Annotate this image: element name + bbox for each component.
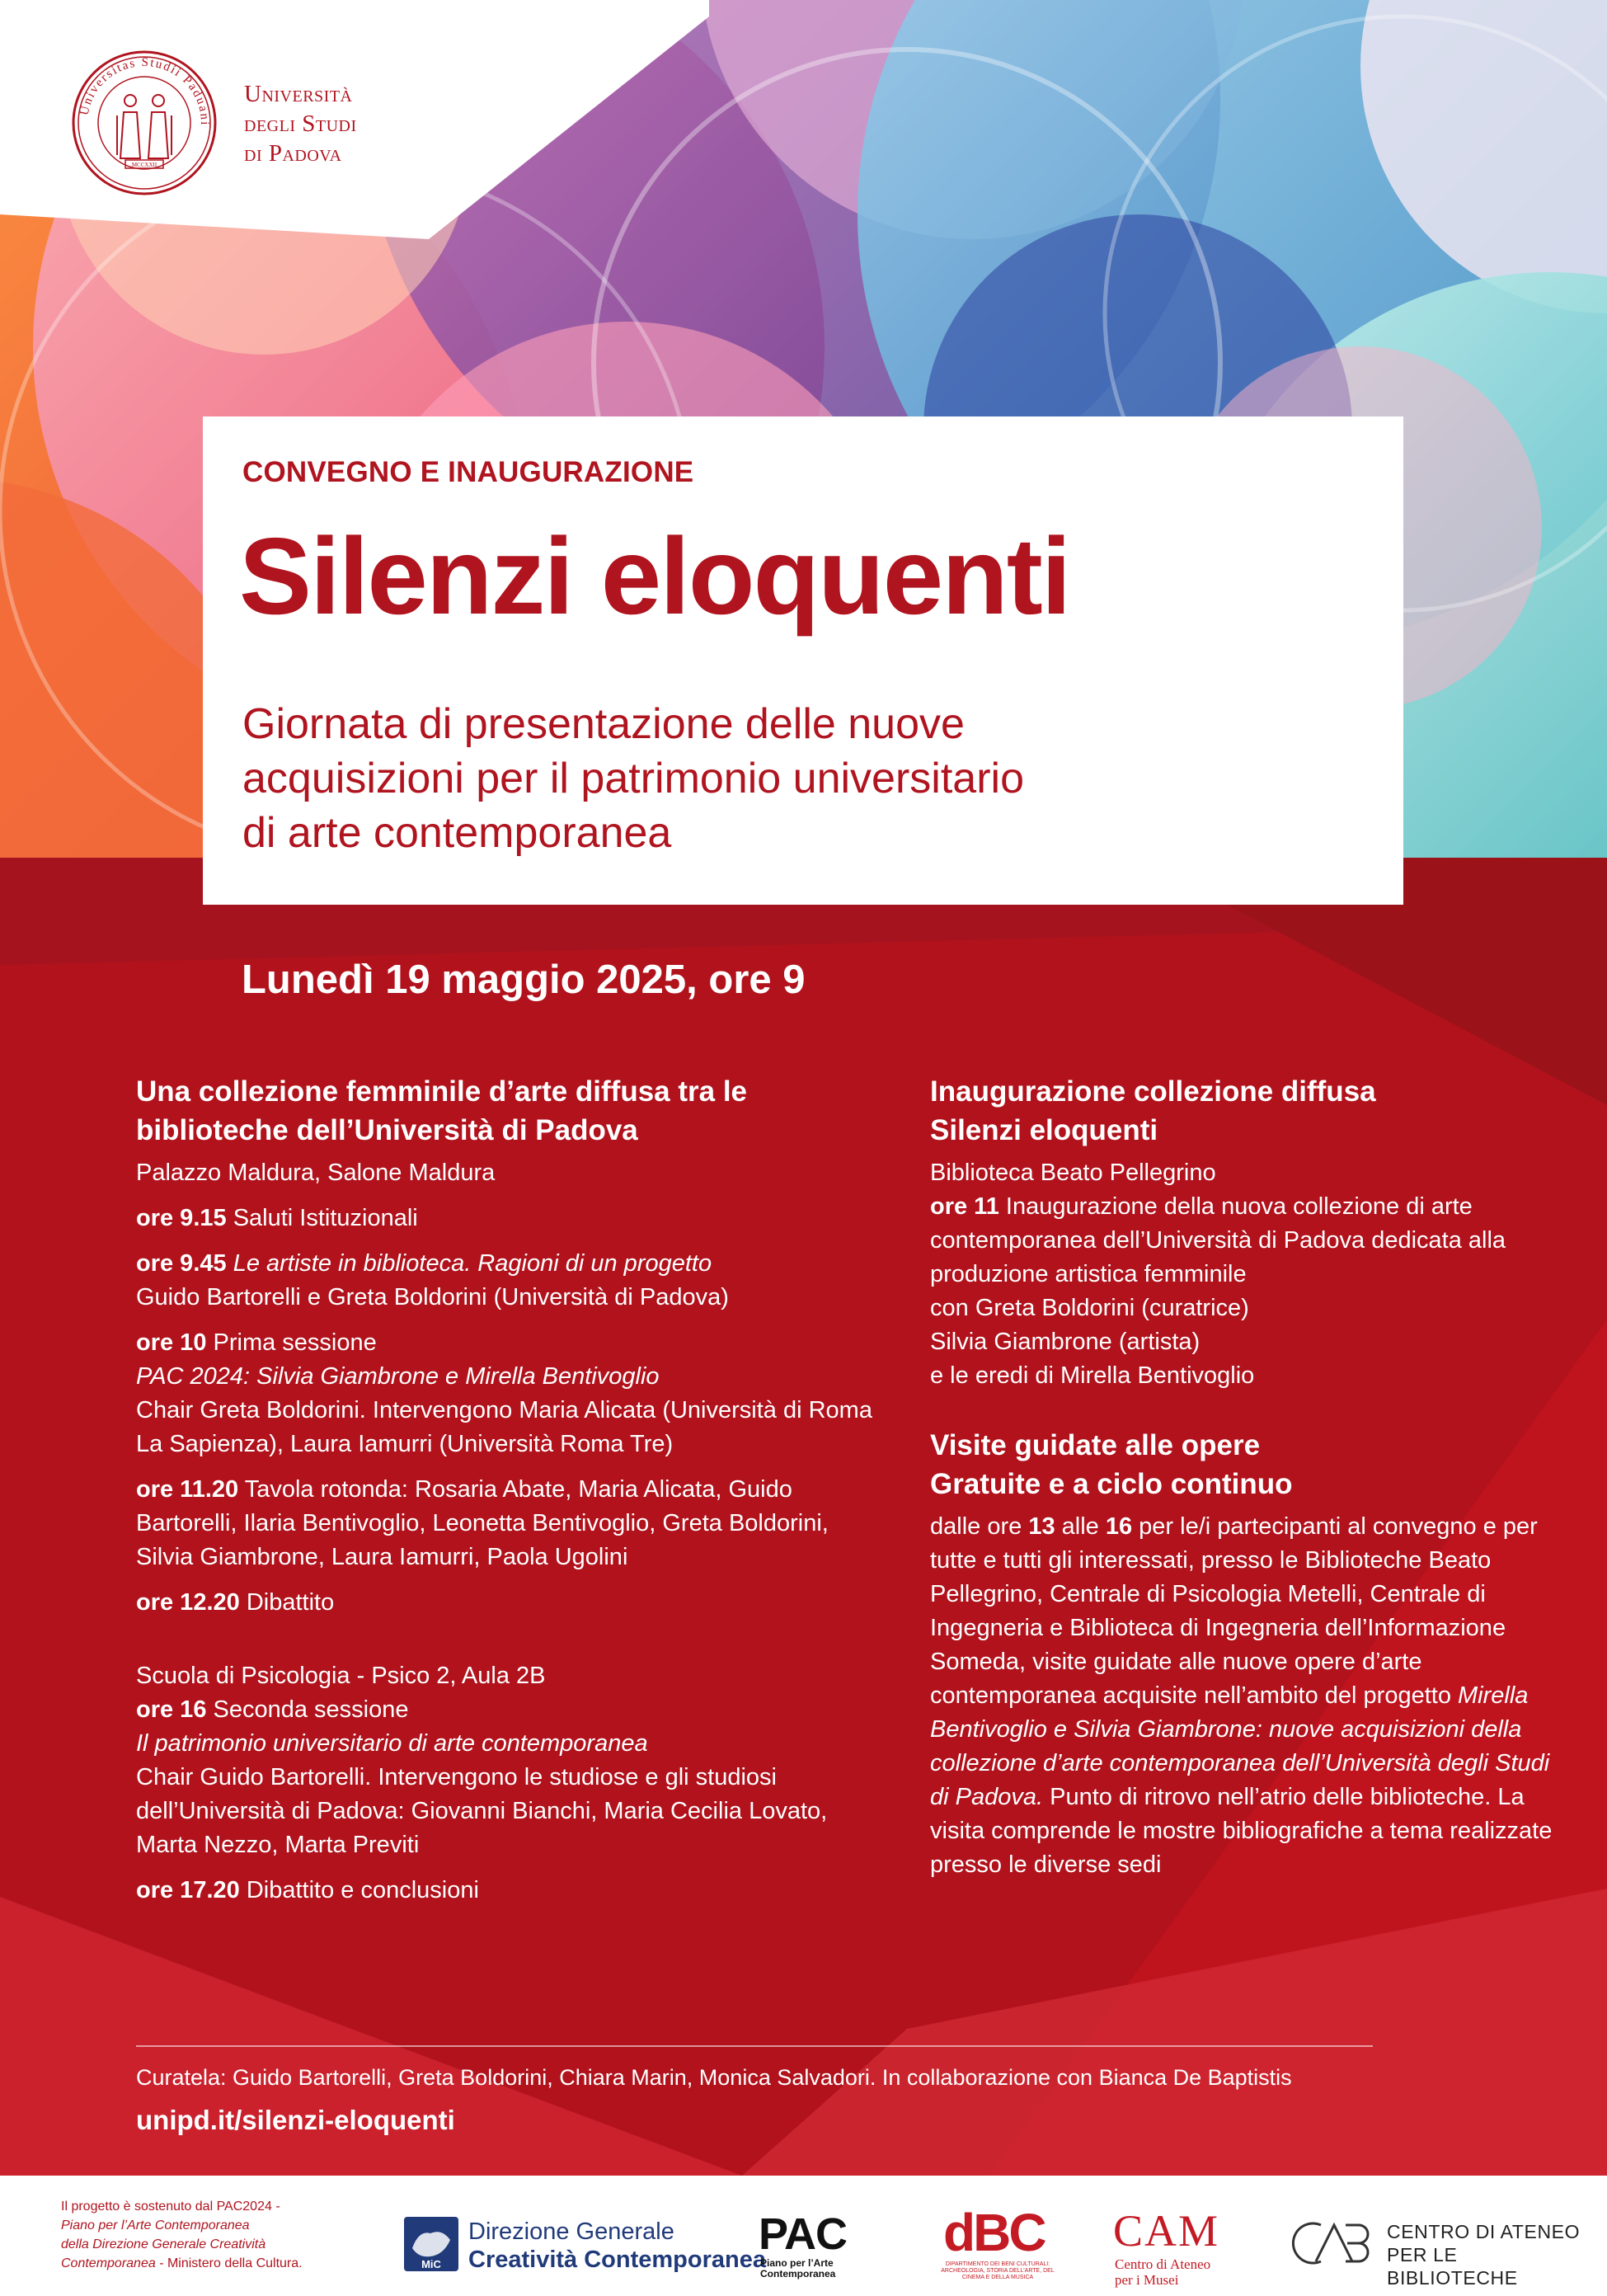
seal-text: Universitas Studii Paduani	[78, 55, 212, 127]
sponsor-note-italic: Contemporanea	[61, 2256, 156, 2270]
program-text: Saluti Istituzionali	[226, 1205, 418, 1231]
university-name	[244, 79, 357, 168]
event-date: Lunedì 19 maggio 2025, ore 9	[242, 957, 806, 1002]
program-text: Seconda sessione	[206, 1696, 409, 1723]
cab-full-name	[1387, 2220, 1585, 2289]
program-text: Tavola rotonda: Rosaria Abate, Maria Alicata, Guido Bartorelli, Ilaria Bentivoglio, Leonetta Bentivoglio, Greta Boldorini, Silvia Giambrone, Laura Iamurri, Paola Ugolini	[136, 1476, 829, 1570]
pac-name-line-1: Piano per l’Arte	[760, 2257, 834, 2269]
sponsor-footer	[0, 2176, 1607, 2296]
visits-heading	[930, 1426, 1557, 1503]
university-name-line-1: Università	[244, 81, 353, 107]
sponsor-note-suffix: - Ministero della Cultura.	[155, 2256, 303, 2270]
venue-psicologia: Scuola di Psicologia - Psico 2, Aula 2B	[136, 1663, 546, 1689]
program-item	[136, 1326, 878, 1461]
visits-text: per le/i partecipanti al convegno e per tutte e tutti gli interessati, presso le Biblioteche Beato Pellegrino, Centrale di Psicologia Metelli, Centrale di Ingegneria e Biblioteca di Ingegneria dell’Informazione Someda, visite guidate alle nuove opere d’arte contemporanea acquisite nell’ambito del progetto	[930, 1513, 1538, 1709]
program-talk-title: Le artiste in biblioteca. Ragioni di un progetto	[226, 1250, 712, 1277]
inauguration-info	[930, 1072, 1557, 1894]
university-name-line-3: di Padova	[244, 140, 342, 167]
event-title: Silenzi eloquenti	[239, 515, 1070, 637]
program-time: ore 11.20	[136, 1476, 239, 1503]
program-item	[136, 1473, 878, 1574]
program-item	[136, 1693, 878, 1862]
dbc-full-name: DIPARTIMENTO DEI BENI CULTURALI: ARCHEOLOGIA, STORIA DELL’ARTE, DEL CINEMA E DELLA MUSICA	[941, 2261, 1055, 2280]
curators-credits: Curatela: Guido Bartorelli, Greta Boldorini, Chiara Marin, Monica Salvadori. In collaborazione con Bianca De Baptistis	[136, 2065, 1292, 2090]
visits-text: Punto di ritrovo nell’atrio delle biblioteche. La visita comprende le mostre bibliografiche a tema realizzate presso le diverse sedi	[930, 1784, 1553, 1878]
sponsor-note	[61, 2197, 374, 2273]
program-text: Dibattito	[239, 1589, 335, 1616]
visits-heading-line-1: Visite guidate alle opere	[930, 1429, 1261, 1461]
cab-name-line-1: CENTRO DI ATENEO	[1387, 2221, 1581, 2242]
program-time: ore 9.15	[136, 1205, 227, 1231]
event-website-link[interactable]: unipd.it/silenzi-eloquenti	[136, 2105, 455, 2135]
conference-heading-line-2: biblioteche dell’Università di Padova	[136, 1114, 638, 1146]
program-item	[136, 1586, 878, 1620]
program-time: ore 10	[136, 1329, 207, 1356]
cam-name-line-1: Centro di Ateneo	[1115, 2256, 1211, 2272]
cab-mark-icon	[1288, 2218, 1374, 2268]
program-item	[136, 1202, 878, 1235]
mic-logo	[402, 2215, 766, 2273]
program-talk-title: Il patrimonio universitario di arte contemporanea	[136, 1730, 648, 1757]
program-text: Dibattito e conclusioni	[239, 1877, 479, 1903]
program-item	[136, 1874, 878, 1908]
event-type-label: CONVEGNO E INAUGURAZIONE	[242, 456, 694, 488]
sponsor-note-line: Piano per l’Arte Contemporanea	[61, 2218, 250, 2232]
title-card	[203, 416, 1403, 905]
visits-start-hour: 13	[1028, 1513, 1055, 1540]
pac-acronym: PAC	[759, 2209, 848, 2259]
cam-full-name	[1115, 2256, 1210, 2288]
venue-maldura: Palazzo Maldura, Salone Maldura	[136, 1160, 496, 1186]
university-logo	[71, 49, 417, 206]
program-talk-title: PAC 2024: Silvia Giambrone e Mirella Bentivoglio	[136, 1363, 660, 1390]
mic-badge: MiC	[421, 2258, 441, 2270]
visits-description	[930, 1510, 1557, 1882]
pac-logo	[759, 2209, 866, 2283]
visits-text: dalle ore	[930, 1513, 1029, 1540]
cam-logo	[1113, 2205, 1245, 2288]
visits-text: alle	[1055, 1513, 1106, 1540]
dbc-acronym: dBC	[943, 2203, 1045, 2262]
inauguration-description: Inaugurazione della nuova collezione di arte contemporanea dell’Università di Padova dedicata alla produzione artistica femminile	[930, 1193, 1506, 1287]
svg-text:Universitas Studii Paduani	[78, 56, 212, 127]
cam-name-line-2: per i Musei	[1115, 2272, 1179, 2288]
inauguration-heading-line-2: Silenzi eloquenti	[930, 1114, 1158, 1146]
program-speakers: Chair Guido Bartorelli. Intervengono le studiose e gli studiosi dell’Università di Padova: Giovanni Bianchi, Maria Cecilia Lovato, Marta Nezzo, Marta Previti	[136, 1764, 828, 1858]
program-time: ore 9.45	[136, 1250, 227, 1277]
program-time: ore 12.20	[136, 1589, 240, 1616]
program-text: Guido Bartorelli e Greta Boldorini (Università di Padova)	[136, 1284, 729, 1310]
cam-acronym: CAM	[1113, 2206, 1220, 2256]
mic-emblem-icon	[402, 2215, 460, 2273]
inauguration-heading-line-1: Inaugurazione collezione diffusa	[930, 1075, 1376, 1108]
subtitle-line-2: acquisizioni per il patrimonio universitario	[242, 755, 1024, 802]
conference-program	[136, 1072, 878, 1919]
university-seal-icon	[71, 49, 218, 196]
pac-full-name	[760, 2258, 835, 2280]
cab-name-line-2: PER LE BIBLIOTECHE	[1387, 2244, 1518, 2289]
conference-heading-line-1: Una collezione femminile d’arte diffusa tra le	[136, 1075, 748, 1108]
event-subtitle	[242, 697, 1314, 860]
divider	[136, 2045, 1373, 2047]
program-item	[136, 1247, 878, 1315]
visits-end-hour: 16	[1105, 1513, 1133, 1540]
program-time: ore 16	[136, 1696, 207, 1723]
visits-heading-line-2: Gratuite e a ciclo continuo	[930, 1468, 1293, 1500]
venue-beato-pellegrino: Biblioteca Beato Pellegrino	[930, 1160, 1216, 1186]
cab-logo	[1288, 2215, 1585, 2289]
inauguration-text	[930, 1190, 1557, 1292]
visits-project-title: Mirella Bentivoglio e Silvia Giambrone: nuove acquisizioni della collezione d’arte contemporanea dell’Università degli Studi di Padova.	[930, 1682, 1550, 1810]
inauguration-guest: Silvia Giambrone (artista)	[930, 1329, 1201, 1355]
inauguration-time: ore 11	[930, 1193, 999, 1220]
subtitle-line-1: Giornata di presentazione delle nuove	[242, 700, 965, 748]
sponsor-note-line	[61, 2254, 374, 2273]
conference-heading	[136, 1072, 878, 1150]
university-name-line-2: degli Studi	[244, 111, 357, 137]
sponsor-note-line: della Direzione Generale Creatività	[61, 2237, 266, 2251]
sponsor-note-line: Il progetto è sostenuto dal PAC2024 -	[61, 2200, 280, 2214]
mic-name-line-1: Direzione Generale	[468, 2218, 674, 2245]
inauguration-guest: con Greta Boldorini (curatrice)	[930, 1295, 1249, 1321]
dbc-logo	[940, 2202, 1055, 2293]
mic-name-line-2: Creatività Contemporanea	[468, 2247, 766, 2273]
program-text: Prima sessione	[206, 1329, 377, 1356]
inauguration-heading	[930, 1072, 1557, 1150]
pac-name-line-2: Contemporanea	[760, 2268, 836, 2280]
program-speakers: Chair Greta Boldorini. Intervengono Maria Alicata (Università di Roma La Sapienza), Laura Iamurri (Università Roma Tre)	[136, 1397, 872, 1457]
seal-year: MCCXXII	[131, 162, 157, 168]
subtitle-line-3: di arte contemporanea	[242, 809, 672, 857]
inauguration-guest: e le eredi di Mirella Bentivoglio	[930, 1362, 1255, 1389]
program-time: ore 17.20	[136, 1877, 240, 1903]
